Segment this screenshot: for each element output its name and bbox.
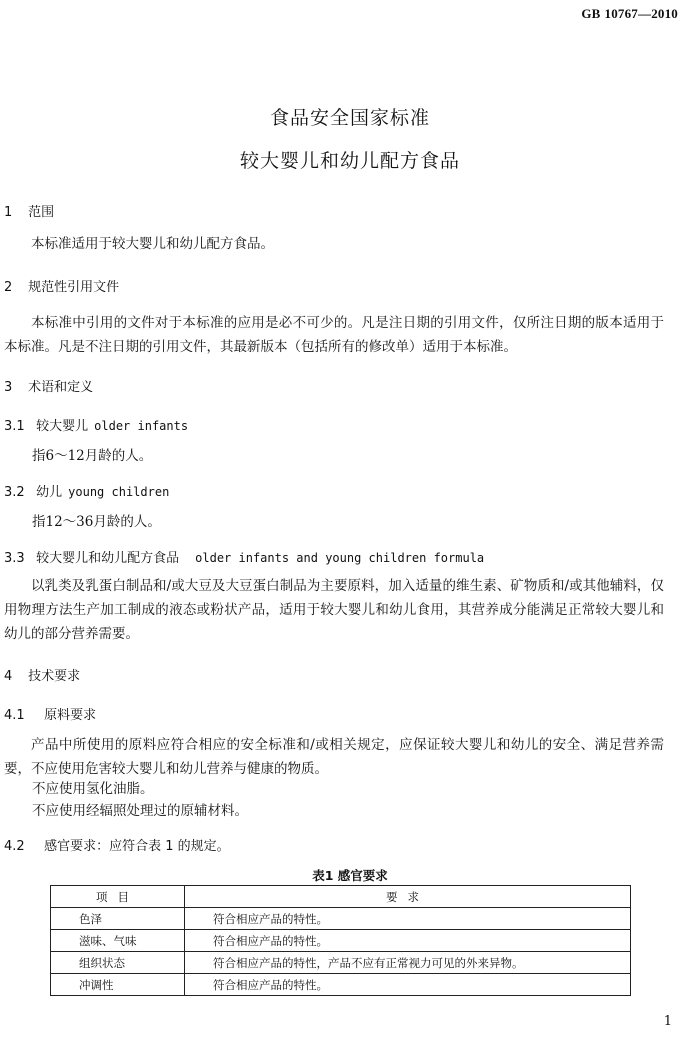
table-cell-item: 色泽: [51, 908, 185, 930]
section-number: 3.3: [4, 551, 25, 566]
section-4-1-line-3: 不应使用经辐照处理过的原辅材料。: [32, 803, 248, 819]
table-row: [51, 930, 631, 952]
table-header-cell: 要求: [185, 886, 631, 908]
section-3-3-heading: [4, 547, 484, 566]
section-title: 幼儿: [36, 485, 63, 500]
section-number: 3.1: [4, 419, 25, 434]
section-title: 范围: [28, 205, 55, 220]
section-3-1-body: 指6～12月龄的人。: [32, 448, 153, 464]
document-title: 食品安全国家标准: [269, 107, 430, 129]
section-2-body: 本标准中引用的文件对于本标准的应用是必不可少的。凡是注日期的引用文件，仅所注日期的版本适用于本标准。凡是不注日期的引用文件，其最新版本（包括所有的修改单）适用于本标准。: [4, 315, 664, 355]
section-number: 3.2: [4, 485, 25, 500]
section-title: 原料要求: [44, 708, 97, 723]
page-number: 1: [663, 1014, 672, 1029]
section-3-2-heading: [4, 481, 169, 500]
table-cell-requirement: 符合相应产品的特性，产品不应有正常视力可见的外来异物。: [185, 952, 631, 974]
section-title: 术语和定义: [28, 380, 94, 395]
section-2-heading: [4, 276, 119, 295]
table-cell-requirement: 符合相应产品的特性。: [185, 908, 631, 930]
section-3-3-body: 以乳类及乳蛋白制品和/或大豆及大豆蛋白制品为主要原料，加入适量的维生素、矿物质和/或其他辅料，仅用物理方法生产加工制成的液态或粉状产品，适用于较大婴儿和幼儿食用，其营养成分能满足正常较大婴儿和幼儿的部分营养需要。: [4, 578, 664, 642]
table-row: [51, 908, 631, 930]
section-number: 3: [4, 380, 13, 395]
section-title: 较大婴儿: [36, 419, 89, 434]
section-4-heading: [4, 665, 80, 684]
section-4-1-line-2: 不应使用氢化油脂。: [32, 781, 154, 797]
section-4-2-heading: [4, 835, 230, 854]
section-number: 4.2: [4, 839, 25, 854]
section-4-1-heading: [4, 704, 96, 723]
section-4-1-body: 产品中所使用的原料应符合相应的安全标准和/或相关规定，应保证较大婴儿和幼儿的安全、满足营养需要，不应使用危害较大婴儿和幼儿营养与健康的物质。: [4, 737, 664, 777]
table-cell-requirement: 符合相应产品的特性。: [185, 930, 631, 952]
table-cell-requirement: 符合相应产品的特性。: [185, 974, 631, 996]
standard-number: 10767—2010: [604, 6, 678, 21]
table-cell-item: 冲调性: [51, 974, 185, 996]
section-number: 2: [4, 280, 13, 295]
section-3-1-heading: [4, 415, 188, 434]
section-number: 4: [4, 669, 13, 684]
section-title: 感官要求：应符合表 1 的规定。: [44, 839, 230, 854]
section-3-heading: [4, 376, 93, 395]
section-title: 技术要求: [28, 669, 81, 684]
table-row: [51, 952, 631, 974]
section-title-english: older infants and young children formula: [195, 551, 485, 565]
section-1-body: 本标准适用于较大婴儿和幼儿配方食品。: [31, 236, 274, 252]
section-number: 4.1: [4, 708, 25, 723]
standard-code: [581, 6, 678, 22]
table-row: [51, 974, 631, 996]
section-title-english: older infants: [94, 419, 189, 433]
section-1-heading: [4, 201, 54, 220]
section-title: 规范性引用文件: [28, 280, 120, 295]
table-cell-item: 组织状态: [51, 952, 185, 974]
table-cell-item: 滋味、气味: [51, 930, 185, 952]
standard-prefix: GB: [581, 6, 601, 21]
section-number: 1: [4, 205, 13, 220]
section-title: 较大婴儿和幼儿配方食品: [36, 551, 180, 566]
document-subtitle: 较大婴儿和幼儿配方食品: [239, 150, 460, 172]
table-caption: 表1 感官要求: [312, 868, 388, 883]
sensory-requirements-table: [50, 885, 631, 996]
section-title-english: young children: [68, 485, 170, 499]
table-header-row: [51, 886, 631, 908]
section-3-2-body: 指12～36月龄的人。: [32, 514, 161, 530]
table-header-cell: 项目: [51, 886, 185, 908]
